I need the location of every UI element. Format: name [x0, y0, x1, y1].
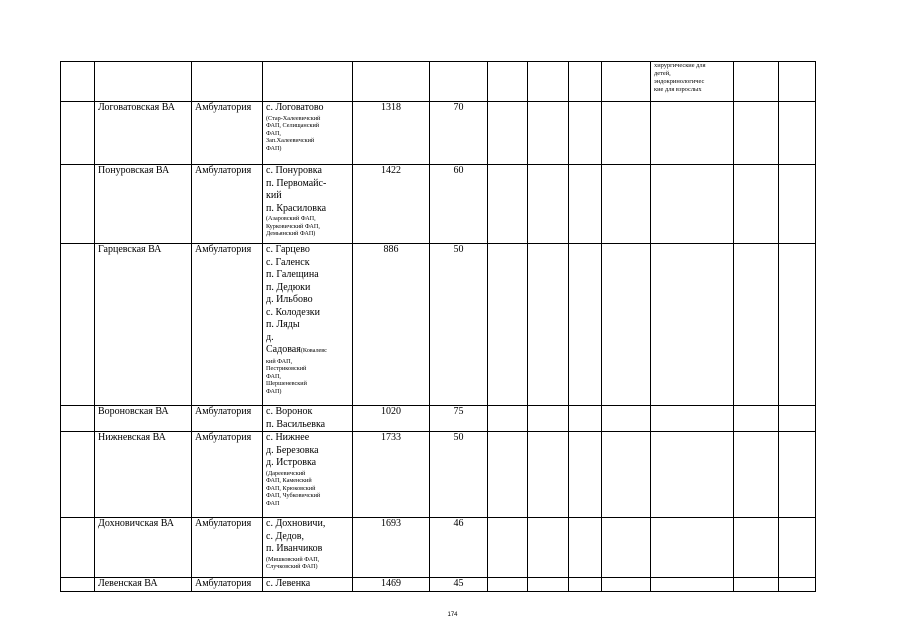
empty-cell [734, 244, 779, 406]
settlement-note-line: Шершеневский [266, 380, 307, 388]
facility-name-cell: Нижневская ВА [95, 432, 192, 518]
settlements-cell [263, 165, 353, 244]
settlement-note-line: ФАП, Каменский [266, 477, 312, 485]
index-cell [61, 406, 95, 432]
population-cell: 886 [353, 244, 430, 406]
facility-name-cell: Дохновичская ВА [95, 518, 192, 578]
empty-cell [602, 578, 651, 592]
empty-cell [528, 102, 569, 165]
empty-cell [734, 518, 779, 578]
empty-cell [651, 518, 734, 578]
settlement-line: д. Березовка [266, 444, 319, 456]
settlement-note-line: кий ФАП, [266, 357, 293, 365]
empty-cell [651, 244, 734, 406]
empty-cell [779, 406, 816, 432]
empty-cell [602, 244, 651, 406]
settlement-note-line: (Дареевичский [266, 469, 306, 477]
population-cell: 1318 [353, 102, 430, 165]
empty-cell [651, 165, 734, 244]
empty-cell [602, 165, 651, 244]
settlements-cell [263, 432, 353, 518]
empty-cell [488, 244, 528, 406]
settlement-line: с. Нижнее [266, 432, 310, 443]
empty-cell [651, 102, 734, 165]
settlement-note-line: (Мишковский ФАП, [266, 555, 320, 563]
settlement-note-line: Демьянский ФАП) [266, 230, 316, 238]
settlement-line: Садовая(Ковалевс [266, 344, 327, 355]
population-cell: 1020 [353, 406, 430, 432]
facility-type-cell: Амбулатория [192, 244, 263, 406]
facility-type-cell: Амбулатория [192, 578, 263, 592]
specialty-note-line: эндокринологичес [654, 78, 705, 85]
settlement-line: д. Истровка [266, 457, 317, 468]
empty-cell [779, 578, 816, 592]
facility-name-cell: Левенская ВА [95, 578, 192, 592]
empty-cell [734, 432, 779, 518]
empty-cell [488, 165, 528, 244]
settlement-line: п. Первомайс- [266, 177, 327, 189]
settlements-cell [263, 518, 353, 578]
specialty-note-line: кие для взрослых [654, 86, 702, 93]
settlement-line: с. Воронок [266, 406, 313, 417]
empty-cell [528, 244, 569, 406]
empty-cell [488, 432, 528, 518]
population-cell: 1422 [353, 165, 430, 244]
settlement-note-line: Зап.Халеевичский [266, 137, 315, 145]
settlements-cell [263, 102, 353, 165]
settlement-line: с. Дохновичи, [266, 518, 326, 529]
settlement-line: п. Красиловка [266, 202, 327, 214]
facility-name-cell: Логоватовская ВА [95, 102, 192, 165]
empty-cell [569, 578, 602, 592]
index-cell [61, 578, 95, 592]
facility-type-cell: Амбулатория [192, 102, 263, 165]
facility-name-cell: Понуровская ВА [95, 165, 192, 244]
facility-type-cell: Амбулатория [192, 165, 263, 244]
empty-cell [488, 406, 528, 432]
settlement-line: с. Колодезки [266, 306, 320, 318]
empty-cell [528, 165, 569, 244]
settlement-note-line: Курковичский ФАП, [266, 222, 320, 230]
empty-cell [569, 165, 602, 244]
settlement-line: с. Гарцево [266, 244, 310, 255]
settlement-line: с. Левенка [266, 578, 311, 589]
header-row [61, 62, 816, 102]
empty-cell [602, 406, 651, 432]
empty-cell [602, 432, 651, 518]
settlement-line: с. Понуровка [266, 165, 322, 176]
empty-cell [602, 518, 651, 578]
table-row [61, 406, 816, 432]
empty-cell [779, 165, 816, 244]
settlement-line: с. Галенск [266, 256, 310, 268]
empty-cell [602, 102, 651, 165]
index-cell [61, 244, 95, 406]
settlement-note-line: ФАП, Крюковский [266, 484, 316, 492]
empty-cell [651, 578, 734, 592]
value-cell: 45 [430, 578, 488, 592]
empty-cell [569, 432, 602, 518]
empty-cell [528, 578, 569, 592]
value-cell: 75 [430, 406, 488, 432]
settlement-line: п. Васильевка [266, 418, 326, 430]
population-cell: 1733 [353, 432, 430, 518]
empty-cell [734, 406, 779, 432]
settlement-line: д. [266, 331, 274, 343]
settlement-note-line: Пестриковский [266, 365, 307, 373]
settlement-line: с. Дедов, [266, 530, 304, 542]
empty-cell [488, 518, 528, 578]
index-cell [61, 102, 95, 165]
empty-cell [651, 406, 734, 432]
value-cell: 50 [430, 432, 488, 518]
page-number: 174 [447, 612, 458, 618]
settlement-line: п. Галещина [266, 269, 319, 280]
empty-cell [734, 102, 779, 165]
empty-cell [734, 578, 779, 592]
specialty-note-line: детей, [654, 70, 671, 77]
empty-cell [779, 518, 816, 578]
value-cell: 46 [430, 518, 488, 578]
empty-cell [779, 432, 816, 518]
empty-cell [569, 102, 602, 165]
empty-cell [569, 244, 602, 406]
facility-type-cell: Амбулатория [192, 406, 263, 432]
facility-type-cell: Амбулатория [192, 518, 263, 578]
settlement-note-line: Случковский ФАП) [266, 563, 318, 571]
table-row [61, 578, 816, 592]
settlement-note-line: (Стар-Халеевичский [266, 114, 321, 122]
settlement-note-line: (Азаровский ФАП, [266, 215, 316, 222]
population-cell: 1469 [353, 578, 430, 592]
specialty-note-cell [651, 62, 734, 102]
index-cell [61, 165, 95, 244]
table-row [61, 432, 816, 518]
empty-cell [528, 432, 569, 518]
settlement-line: д. Ильбово [266, 294, 313, 305]
value-cell: 50 [430, 244, 488, 406]
settlement-note-line: ФАП [266, 499, 280, 507]
settlement-note-line: ФАП, [266, 129, 281, 137]
settlements-cell [263, 578, 353, 592]
empty-cell [734, 165, 779, 244]
settlement-line: п. Ляды [266, 319, 300, 330]
settlements-cell [263, 406, 353, 432]
table-row [61, 518, 816, 578]
value-cell: 70 [430, 102, 488, 165]
settlement-line: п. Дедюки [266, 281, 311, 293]
settlement-note-line: ФАП) [266, 387, 282, 395]
settlements-cell [263, 244, 353, 406]
settlement-note-line: ФАП, [266, 372, 281, 380]
specialty-note-line: хирургические для [654, 62, 706, 69]
empty-cell [779, 102, 816, 165]
empty-cell [779, 244, 816, 406]
settlement-note-line: ФАП, Чубковичский [266, 492, 321, 500]
empty-cell [569, 406, 602, 432]
empty-cell [488, 102, 528, 165]
table-row [61, 165, 816, 244]
table-row [61, 102, 816, 165]
empty-cell [569, 518, 602, 578]
settlement-note-line: ФАП, Селищанский [266, 122, 320, 130]
empty-cell [651, 432, 734, 518]
table-row [61, 244, 816, 406]
settlement-note-line: ФАП) [266, 144, 282, 152]
settlement-note-inline: (Ковалевс [300, 347, 327, 354]
facility-type-cell: Амбулатория [192, 432, 263, 518]
population-cell: 1693 [353, 518, 430, 578]
settlement-line: п. Иванчиков [266, 543, 323, 554]
settlement-line: с. Логоватово [266, 102, 324, 113]
empty-cell [528, 406, 569, 432]
facility-name-cell: Гарцевская ВА [95, 244, 192, 406]
empty-cell [488, 578, 528, 592]
facility-name-cell: Вороновская ВА [95, 406, 192, 432]
facilities-table [60, 61, 816, 592]
settlement-line: кий [266, 190, 282, 201]
value-cell: 60 [430, 165, 488, 244]
index-cell [61, 432, 95, 518]
empty-cell [528, 518, 569, 578]
index-cell [61, 518, 95, 578]
